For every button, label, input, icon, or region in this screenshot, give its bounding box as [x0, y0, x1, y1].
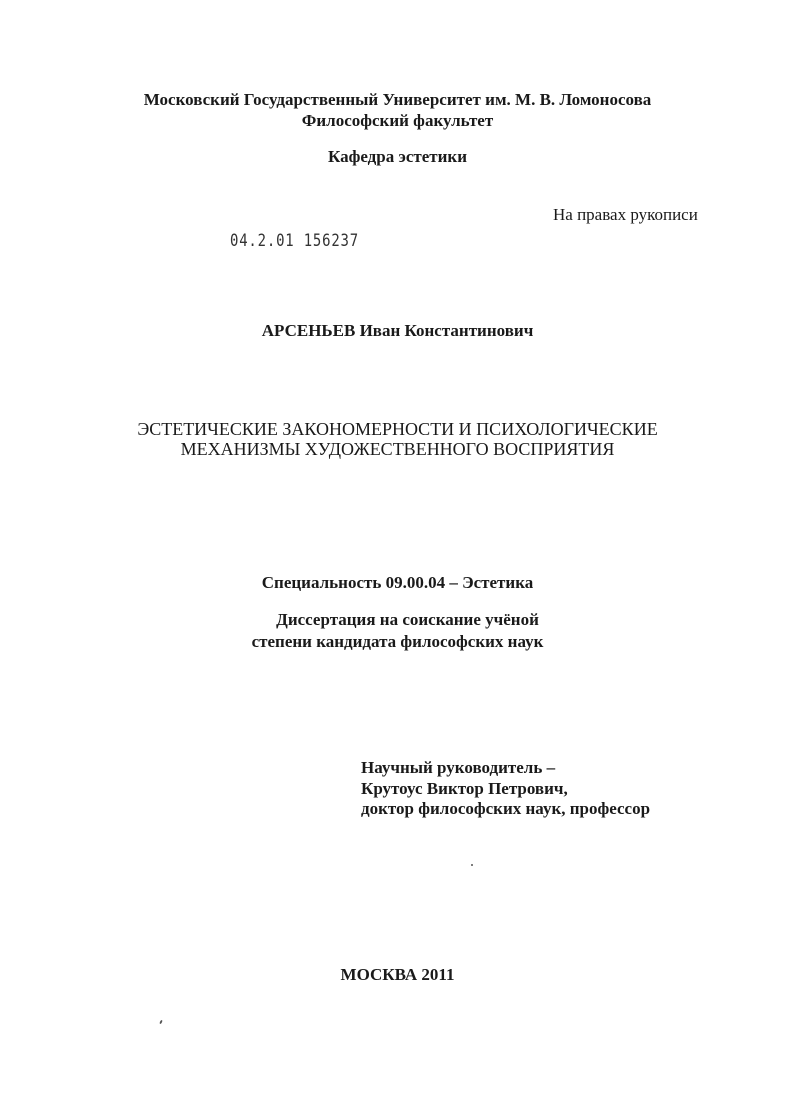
supervisor-name: Крутоус Виктор Петрович,	[361, 779, 568, 798]
manuscript-rights-note: На правах рукописи	[553, 205, 698, 224]
catalog-stamp-number: 04.2.01 156237	[230, 231, 359, 251]
city-and-year: МОСКВА 2011	[340, 965, 455, 984]
supervisor-degree: доктор философских наук, профессор	[361, 799, 651, 818]
degree-statement-line-1: Диссертация на соискание учёной	[276, 610, 539, 629]
author-name: АРСЕНЬЕВ Иван Константинович	[261, 321, 534, 340]
specialty-code: Специальность 09.00.04 – Эстетика	[261, 573, 534, 592]
university-name: Московский Государственный Университет им. М. В. Ломоносова	[143, 90, 652, 109]
scan-speck	[159, 1020, 163, 1024]
faculty-name: Философский факультет	[301, 111, 494, 130]
dissertation-title-line-1: ЭСТЕТИЧЕСКИЕ ЗАКОНОМЕРНОСТИ И ПСИХОЛОГИЧЕСКИЕ	[137, 419, 658, 439]
department-name: Кафедра эстетики	[327, 147, 467, 166]
scan-speck	[471, 864, 473, 866]
supervisor-label: Научный руководитель –	[361, 758, 556, 777]
degree-statement-line-2: степени кандидата философских наук	[251, 632, 544, 651]
dissertation-title-line-2: МЕХАНИЗМЫ ХУДОЖЕСТВЕННОГО ВОСПРИЯТИЯ	[180, 439, 615, 459]
